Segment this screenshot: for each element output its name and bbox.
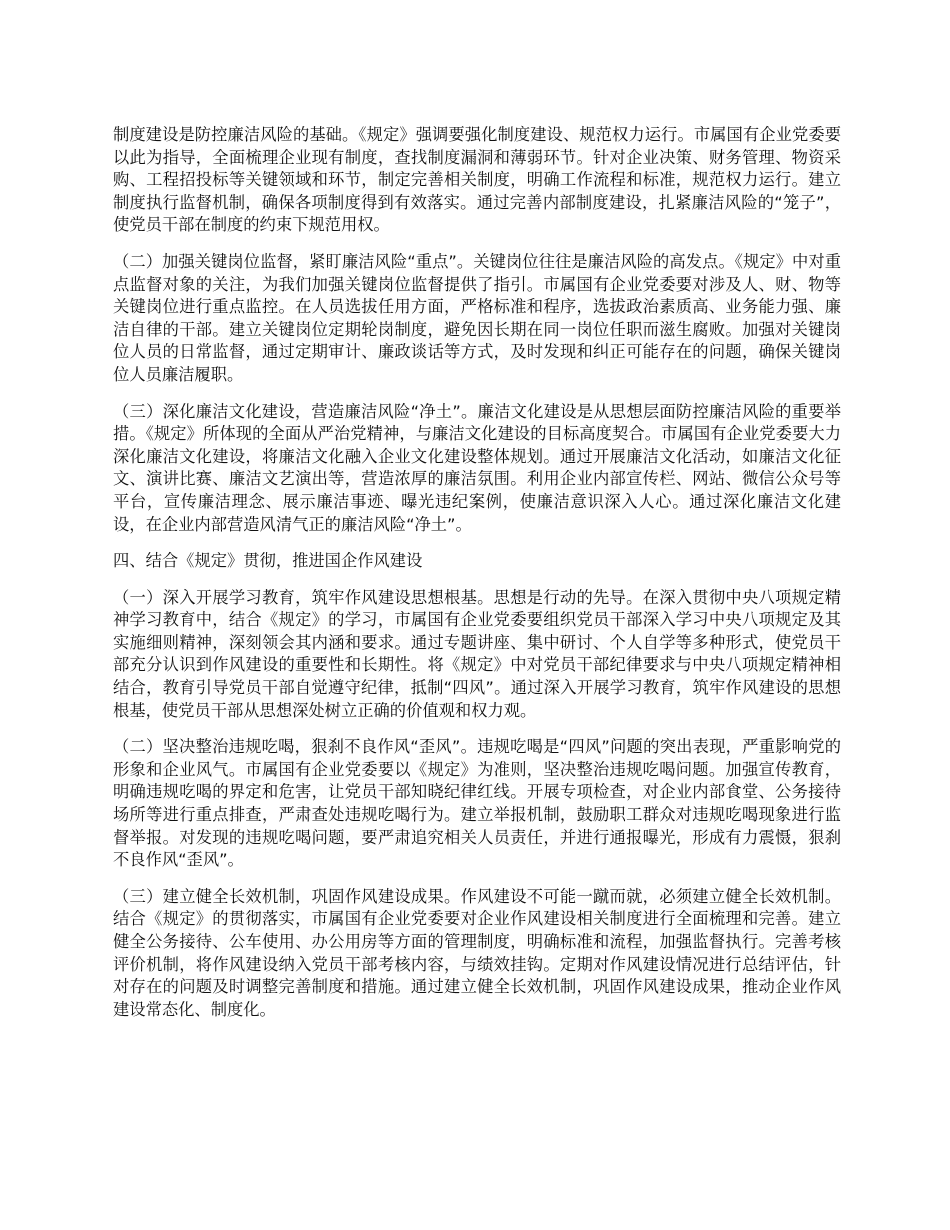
paragraph-rectify-banqueting: （二）坚决整治违规吃喝，狠刹不良作风“歪风”。违规吃喝是“四风”问题的突出表现，严重影响党的形象和企业风气。市属国有企业党委要以《规定》为准则，坚决整治违规吃喝问题。加强宣传教育，明确违规吃喝的界定和危害，让党员干部知晓纪律红线。开展专项检查，对企业内部食堂、公务接待场所等进行重点排查，严肃查处违规吃喝行为。建立举报机制，鼓励职工群众对违规吃喝现象进行监督举报。对发现的违规吃喝问题，要严肃追究相关人员责任，并进行通报曝光，形成有力震慑，狠刹不良作风“歪风”。: [113, 737, 841, 870]
section-heading-four: 四、结合《规定》贯彻，推进国企作风建设: [113, 551, 423, 571]
paragraph-institution-building: 制度建设是防控廉洁风险的基础。《规定》强调要强化制度建设、规范权力运行。市属国有企业党委要以此为指导，全面梳理企业现有制度，查找制度漏洞和薄弱环节。针对企业决策、财务管理、物资采购、工程招投标等关键领域和环节，制定完善相关制度，明确工作流程和标准，规范权力运行。建立制度执行监督机制，确保各项制度得到有效落实。通过完善内部制度建设，扎紧廉洁风险的“笼子”，使党员干部在制度的约束下规范用权。: [113, 125, 841, 235]
paragraph-study-education: （一）深入开展学习教育，筑牢作风建设思想根基。思想是行动的先导。在深入贯彻中央八项规定精神学习教育中，结合《规定》的学习，市属国有企业党委要组织党员干部深入学习中央八项规定及其实施细则精神，深刻领会其内涵和要求。通过专题讲座、集中研讨、个人自学等多种形式，使党员干部充分认识到作风建设的重要性和长期性。将《规定》中对党员干部纪律要求与中央八项规定精神相结合，教育引导党员干部自觉遵守纪律，抵制“四风”。通过深入开展学习教育，筑牢作风建设的思想根基，使党员干部从思想深处树立正确的价值观和权力观。: [113, 587, 841, 720]
paragraph-long-term-mechanism: （三）建立健全长效机制，巩固作风建设成果。作风建设不可能一蹴而就，必须建立健全长效机制。结合《规定》的贯彻落实，市属国有企业党委要对企业作风建设相关制度进行全面梳理和完善。建立健全公务接待、公车使用、办公用房等方面的管理制度，明确标准和流程，加强监督执行。完善考核评价机制，将作风建设纳入党员干部考核内容，与绩效挂钩。定期对作风建设情况进行总结评估，针对存在的问题及时调整完善制度和措施。通过建立健全长效机制，巩固作风建设成果，推动企业作风建设常态化、制度化。: [113, 886, 841, 1019]
paragraph-integrity-culture: （三）深化廉洁文化建设，营造廉洁风险“净土”。廉洁文化建设是从思想层面防控廉洁风险的重要举措。《规定》所体现的全面从严治党精神，与廉洁文化建设的目标高度契合。市属国有企业党委要大力深化廉洁文化建设，将廉洁文化融入企业文化建设整体规划。通过开展廉洁文化活动，如廉洁文化征文、演讲比赛、廉洁文艺演出等，营造浓厚的廉洁氛围。利用企业内部宣传栏、网站、微信公众号等平台，宣传廉洁理念、展示廉洁事迹、曝光违纪案例，使廉洁意识深入人心。通过深化廉洁文化建设，在企业内部营造风清气正的廉洁风险“净土”。: [113, 401, 841, 534]
document-page: [113, 124, 841, 1035]
paragraph-key-post-supervision: （二）加强关键岗位监督，紧盯廉洁风险“重点”。关键岗位往往是廉洁风险的高发点。《规定》中对重点监督对象的关注，为我们加强关键岗位监督提供了指引。市属国有企业党委要对涉及人、财、物等关键岗位进行重点监控。在人员选拔任用方面，严格标准和程序，选拔政治素质高、业务能力强、廉洁自律的干部。建立关键岗位定期轮岗制度，避免因长期在同一岗位任职而滋生腐败。加强对关键岗位人员的日常监督，通过定期审计、廉政谈话等方式，及时发现和纠正可能存在的问题，确保关键岗位人员廉洁履职。: [113, 251, 841, 384]
